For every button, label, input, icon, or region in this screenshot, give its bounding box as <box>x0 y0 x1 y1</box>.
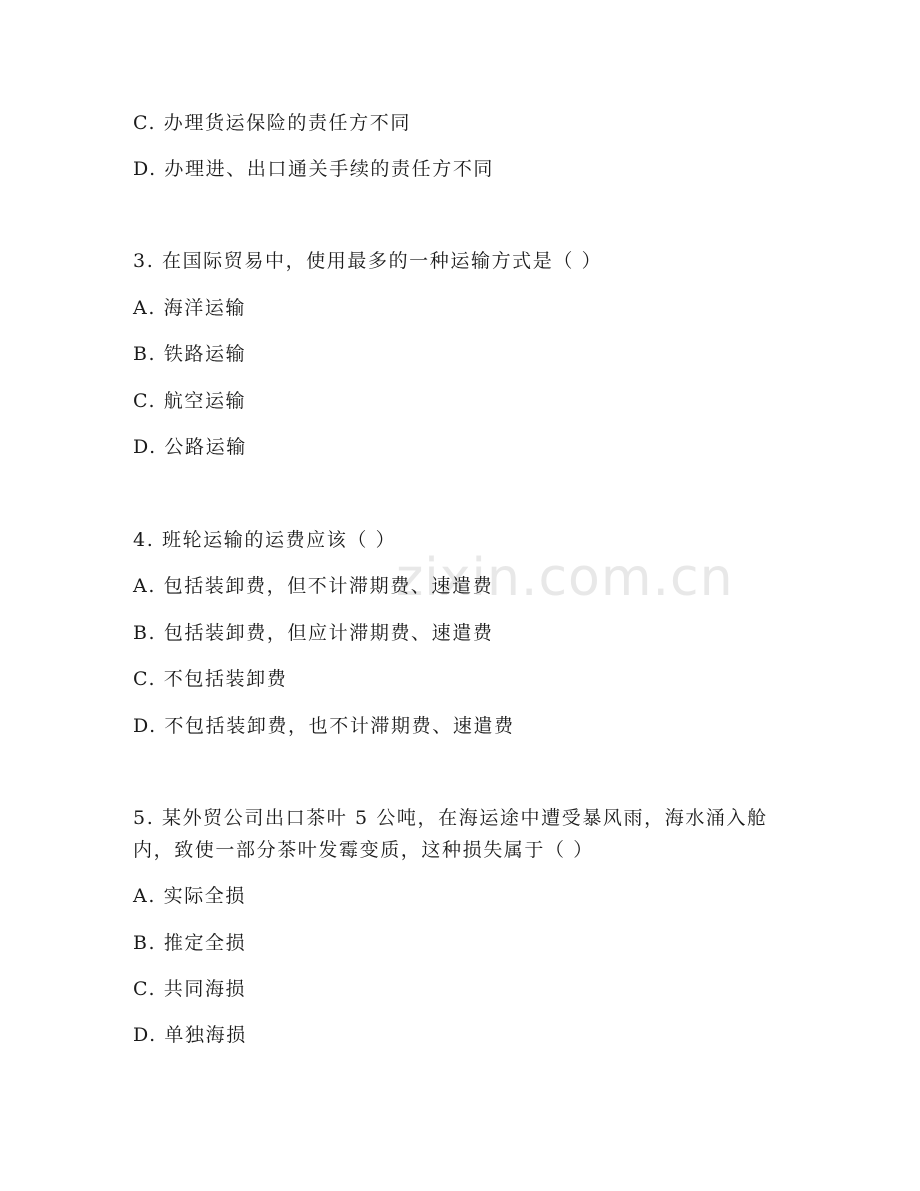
q2-option-d: D. 办理进、出口通关手续的责任方不同 <box>133 158 495 180</box>
watermark: zixin.com.cn <box>396 548 734 608</box>
q3-option-b: B. 铁路运输 <box>133 343 247 365</box>
q3-option-a: A. 海洋运输 <box>133 297 247 319</box>
q4-stem: 4. 班轮运输的运费应该（ ） <box>133 529 397 551</box>
q4-option-c: C. 不包括装卸费 <box>133 668 288 690</box>
q4-option-d: D. 不包括装卸费，也不计滞期费、速遣费 <box>133 715 515 737</box>
q4-option-a: A. 包括装卸费，但不计滞期费、速遣费 <box>133 575 494 597</box>
q5-option-a: A. 实际全损 <box>133 885 247 907</box>
q3-option-d: D. 公路运输 <box>133 436 247 458</box>
q4-option-b: B. 包括装卸费，但应计滞期费、速遣费 <box>133 622 494 644</box>
q5-option-b: B. 推定全损 <box>133 932 247 954</box>
q2-option-c: C. 办理货运保险的责任方不同 <box>133 112 411 134</box>
q5-stem-line2: 内，致使一部分茶叶发霉变质，这种损失属于（ ） <box>133 839 594 861</box>
q3-option-c: C. 航空运输 <box>133 390 247 412</box>
q3-stem: 3. 在国际贸易中，使用最多的一种运输方式是（ ） <box>133 250 603 272</box>
q5-option-c: C. 共同海损 <box>133 978 247 1000</box>
q5-stem-line1: 5. 某外贸公司出口茶叶 5 公吨，在海运途中遭受暴风雨，海水涌入舱 <box>133 807 768 829</box>
q5-option-d: D. 单独海损 <box>133 1024 247 1046</box>
